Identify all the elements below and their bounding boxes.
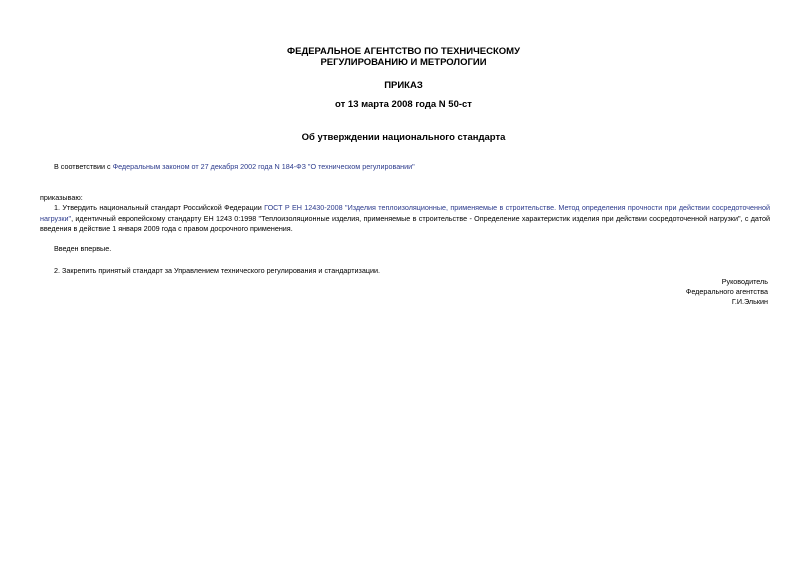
signature-agency: Федерального агентства — [685, 287, 768, 296]
federal-law-link[interactable]: Федеральным законом от 27 декабря 2002 года N 184-ФЗ "О техническом регулировании" — [112, 162, 415, 171]
legal-basis-paragraph — [54, 162, 754, 173]
order-item-2: 2. Закрепить принятый стандарт за Управлением технического регулирования и стандартизации. — [54, 266, 380, 275]
order-title: ПРИКАЗ — [384, 80, 423, 91]
introduced-note: Введен впервые. — [54, 244, 112, 253]
item1-prefix: 1. Утвердить национальный стандарт Российской Федерации — [54, 203, 265, 212]
agency-line-2: РЕГУЛИРОВАНИЮ И МЕТРОЛОГИИ — [320, 57, 487, 68]
order-item-1 — [40, 203, 770, 235]
signature-name: Г.И.Элькин — [731, 297, 768, 306]
item1-suffix: , идентичный европейскому стандарту ЕН 1243 0:1998 "Теплоизоляционные изделия, применяемые в строительстве - Определение характеристик изделия при действии сосредоточенной нагрузки", с датой введения в действие 1 января 2009 года с правом досрочного применения. — [40, 213, 770, 233]
order-word: приказываю: — [40, 193, 83, 202]
agency-name — [0, 46, 807, 68]
legal-basis-prefix: В соответствии с — [54, 162, 113, 171]
gost-standard-link[interactable]: ГОСТ Р ЕН 12430-2008 "Изделия теплоизоляционные, применяемые в строительстве. Метод определения прочности при действии сосредоточенной нагрузки" — [40, 203, 770, 223]
agency-line-1: ФЕДЕРАЛЬНОЕ АГЕНТСТВО ПО ТЕХНИЧЕСКОМУ — [287, 46, 520, 57]
order-date: от 13 марта 2008 года N 50-ст — [335, 99, 472, 110]
order-subject: Об утверждении национального стандарта — [301, 132, 506, 143]
signature-title: Руководитель — [721, 277, 768, 286]
